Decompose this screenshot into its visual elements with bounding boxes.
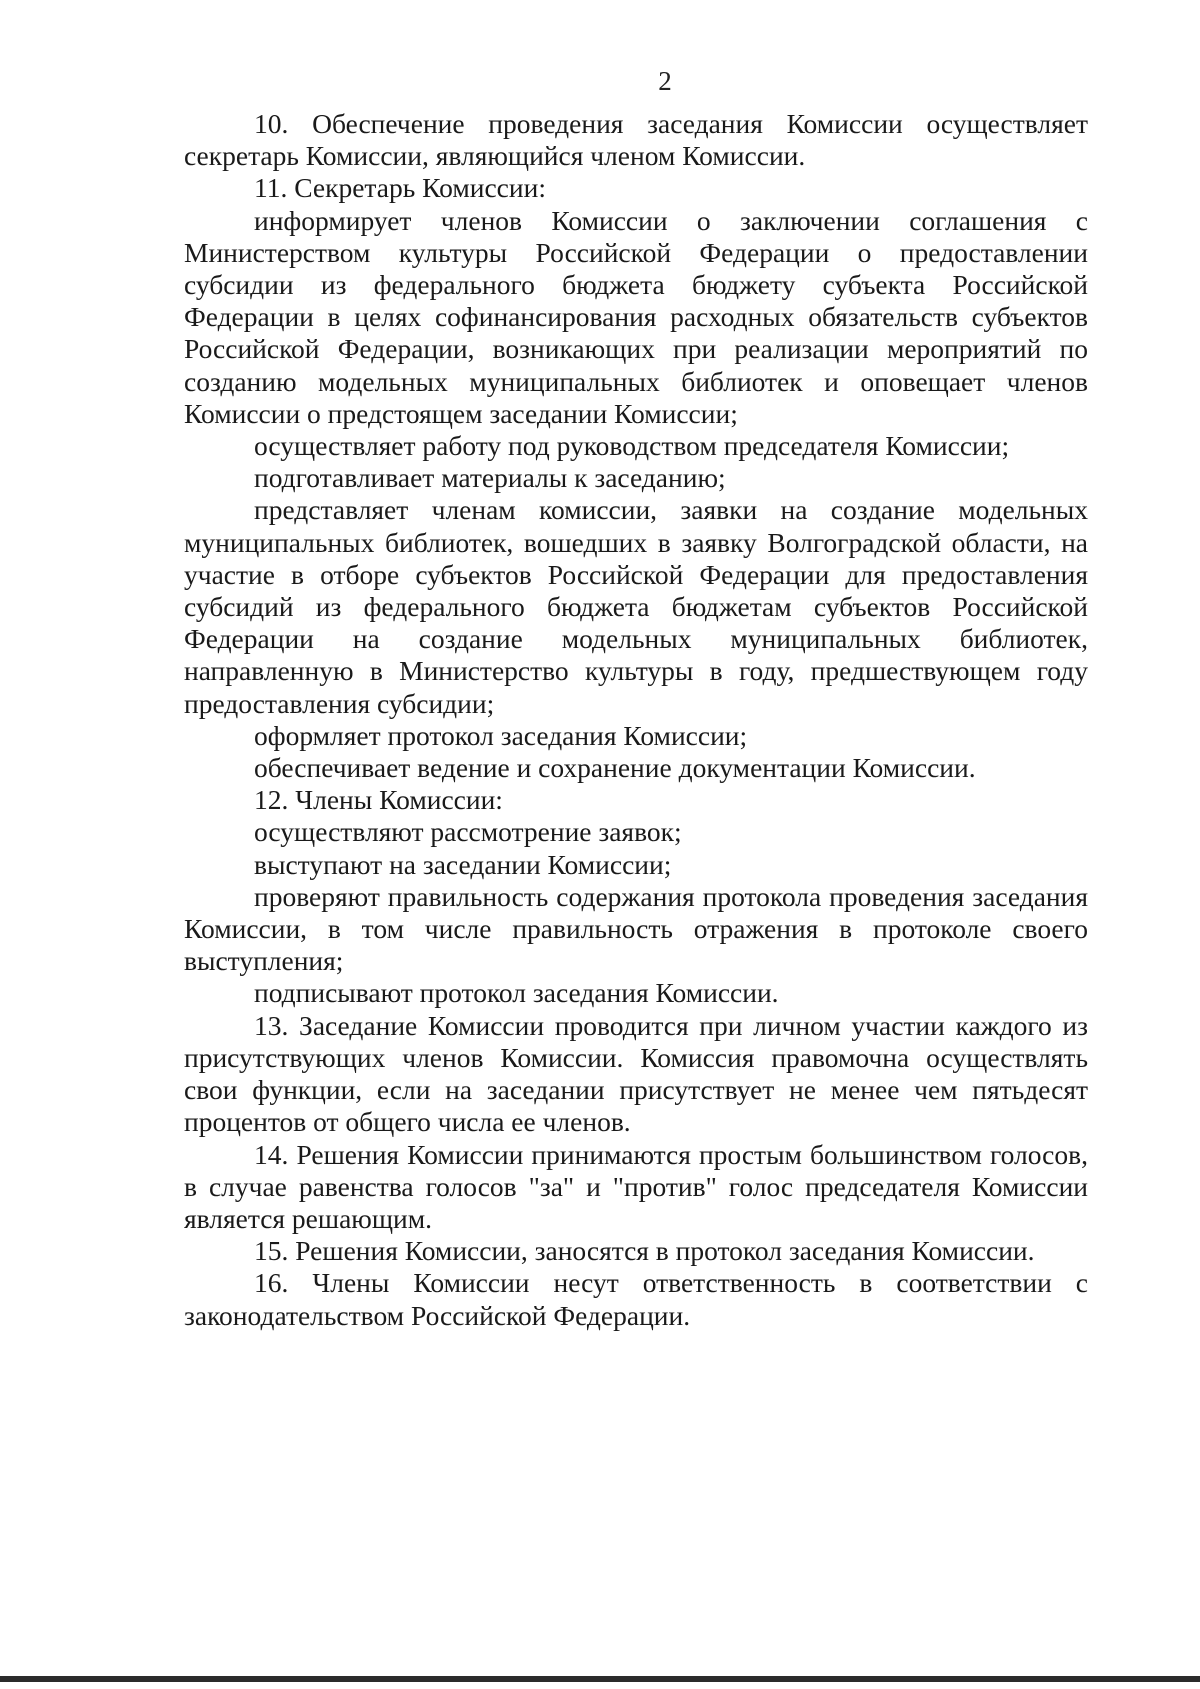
paragraph-15: 15. Решения Комиссии, заносятся в протокол заседания Комиссии.: [254, 1235, 1035, 1267]
list-item: проверяют правильность содержания протокола проведения заседания Комиссии, в том числе правильность отражения в протоколе своего выступления;: [184, 880, 1088, 977]
document-body: [184, 108, 1088, 1332]
list-item: подготавливает материалы к заседанию;: [254, 462, 726, 494]
list-item: выступают на заседании Комиссии;: [254, 848, 672, 880]
paragraph-14: 14. Решения Комиссии принимаются простым большинством голосов, в случае равенства голосов "за" и "против" голос председателя Комиссии является решающим.: [184, 1138, 1088, 1234]
list-item: обеспечивает ведение и сохранение документации Комиссии.: [254, 752, 976, 784]
paragraph-13: 13. Заседание Комиссии проводится при личном участии каждого из присутствующих членов Комиссии. Комиссия правомочна осуществлять свои функции, если на заседании присутствует не менее чем пятьдесят процентов от общего числа ее членов.: [184, 1009, 1088, 1138]
list-item: оформляет протокол заседания Комиссии;: [254, 719, 748, 751]
paragraph-10: 10. Обеспечение проведения заседания Комиссии осуществляет секретарь Комиссии, являющийся членом Комиссии.: [184, 108, 1088, 172]
paragraph-12: 12. Члены Комиссии:: [254, 784, 503, 816]
scan-border-line: [0, 1676, 1200, 1682]
list-item: осуществляют рассмотрение заявок;: [254, 816, 682, 848]
list-item: информирует членов Комиссии о заключении соглашения с Министерством культуры Российской Федерации о предоставлении субсидии из федерального бюджета бюджету субъекта Российской Федерации в целях софинансирования расходных обязательств субъектов Российской Федерации, возникающих при реализации мероприятий по созданию модельных муниципальных библиотек и оповещает членов Комиссии о предстоящем заседании Комиссии;: [184, 204, 1088, 429]
page-number: 2: [658, 66, 672, 96]
list-item: осуществляет работу под руководством председателя Комиссии;: [254, 430, 1010, 462]
paragraph-16: 16. Члены Комиссии несут ответственность в соответствии с законодательством Российской Федерации.: [184, 1267, 1088, 1331]
list-item: подписывают протокол заседания Комиссии.: [254, 977, 779, 1009]
paragraph-11: 11. Секретарь Комиссии:: [254, 172, 546, 204]
list-item: представляет членам комиссии, заявки на создание модельных муниципальных библиотек, вошедших в заявку Волгоградской области, на участие в отборе субъектов Российской Федерации для предоставления субсидий из федерального бюджета бюджетам субъектов Российской Федерации на создание модельных муниципальных библиотек, направленную в Министерство культуры в году, предшествующем году предоставления субсидии;: [184, 494, 1088, 719]
